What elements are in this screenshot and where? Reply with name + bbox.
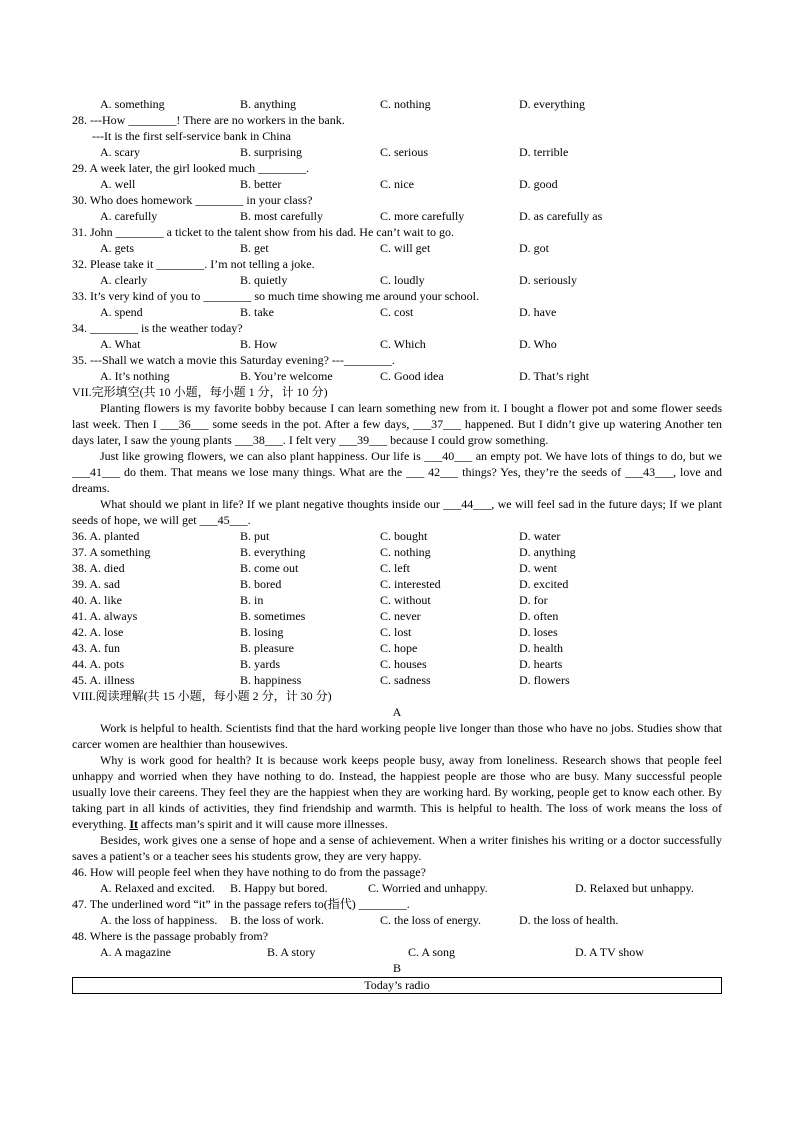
cloze-option-c: C. without (380, 593, 431, 607)
cloze-option-d: D. loses (519, 625, 558, 639)
q46-option-b: B. Happy but bored. (230, 881, 328, 895)
cloze-option-a: 39. A. sad (72, 577, 120, 591)
q34-option-b: B. How (240, 337, 278, 351)
cloze-option-a: 45. A. illness (72, 673, 135, 687)
q34-stem: 34. ________ is the weather today? (72, 321, 243, 335)
q30-stem: 30. Who does homework ________ in your class? (72, 193, 313, 207)
cloze-option-c: C. lost (380, 625, 412, 639)
q35-option-d: D. That’s right (519, 369, 590, 383)
q33-option-c: C. cost (380, 305, 414, 319)
cloze-option-d: D. excited (519, 577, 569, 591)
q28-option-d: D. terrible (519, 145, 569, 159)
cloze-option-c: C. bought (380, 529, 428, 543)
q31-option-a: A. gets (100, 241, 134, 255)
cloze-paragraph-3: What should we plant in life? If we plant negative thoughts inside our ___44___, we will feel sad in the future days; If we plant seeds of hope, we will get ___45___. (72, 497, 722, 527)
q27-option-d: D. everything (519, 97, 585, 111)
cloze-option-d: D. for (519, 593, 548, 607)
cloze-option-a: 41. A. always (72, 609, 138, 623)
q28-option-c: C. serious (380, 145, 428, 159)
cloze-options-list (72, 528, 722, 688)
q35-option-c: C. Good idea (380, 369, 444, 383)
q34-option-d: D. Who (519, 337, 557, 351)
q35-option-a: A. It’s nothing (100, 369, 170, 383)
passage-a-paragraph-2-text: Why is work good for health? It is because work keeps people busy, away from loneliness. Research shows that people feel unhappy and worried when they have nothing to do. Instead, the happiest people are those who are busy. Many successful people usually love their careens. They feel they are the happiest when they are working hard. By working, people get to know each other. By taking part in all kinds of activities, they find friendship and warmth. This is helpful to health. The loss of work means the loss of everything. (72, 753, 722, 831)
cloze-option-row (72, 544, 722, 560)
q34-option-c: C. Which (380, 337, 426, 351)
q29-stem: 29. A week later, the girl looked much ________. (72, 161, 310, 175)
cloze-option-row (72, 576, 722, 592)
cloze-option-row (72, 672, 722, 688)
cloze-option-c: C. nothing (380, 545, 431, 559)
q35-option-b: B. You’re welcome (240, 369, 333, 383)
q35-stem: 35. ---Shall we watch a movie this Saturday evening? ---________. (72, 353, 395, 367)
passage-a-paragraph-2-rest: affects man’s spirit and it will cause more illnesses. (138, 817, 388, 831)
q33-option-d: D. have (519, 305, 557, 319)
cloze-option-b: B. put (240, 529, 270, 543)
cloze-option-d: D. often (519, 609, 559, 623)
cloze-option-a: 37. A something (72, 545, 151, 559)
q28-options (72, 144, 722, 160)
q33-option-a: A. spend (100, 305, 143, 319)
q31-option-c: C. will get (380, 241, 431, 255)
passage-b-label: B (392, 961, 401, 975)
q29-option-b: B. better (240, 177, 282, 191)
cloze-option-row (72, 656, 722, 672)
cloze-option-b: B. yards (240, 657, 280, 671)
passage-a-paragraph-3: Besides, work gives one a sense of hope and a sense of achievement. When a writer finishes his writing or a doctor successfully saves a patient’s or a teacher sees his students grow, they are very happy. (72, 833, 722, 863)
cloze-option-row (72, 528, 722, 544)
cloze-option-b: B. pleasure (240, 641, 294, 655)
cloze-option-d: D. health (519, 641, 563, 655)
q28-option-a: A. scary (100, 145, 140, 159)
q30-option-a: A. carefully (100, 209, 158, 223)
q34-options (72, 336, 722, 352)
q48-option-c: C. A song (408, 945, 456, 959)
q30-option-c: C. more carefully (380, 209, 465, 223)
underlined-word-it: It (129, 817, 138, 831)
cloze-option-b: B. happiness (240, 673, 302, 687)
q28-option-b: B. surprising (240, 145, 303, 159)
cloze-option-row (72, 592, 722, 608)
passage-a-label: A (392, 705, 402, 719)
cloze-option-b: B. come out (240, 561, 299, 575)
q30-options (72, 208, 722, 224)
q46-option-a: A. Relaxed and excited. (100, 881, 215, 895)
q47-stem: 47. The underlined word “it” in the passage refers to(指代) ________. (72, 897, 410, 911)
q33-options (72, 304, 722, 320)
radio-table-header: Today’s radio (72, 977, 722, 994)
exam-content (72, 96, 722, 994)
cloze-option-row (72, 560, 722, 576)
q29-option-d: D. good (519, 177, 558, 191)
cloze-option-c: C. left (380, 561, 410, 575)
cloze-option-d: D. hearts (519, 657, 563, 671)
q47-option-d: D. the loss of health. (519, 913, 619, 927)
q28-stem-reply: ---It is the first self-service bank in China (92, 129, 291, 143)
cloze-option-d: D. flowers (519, 673, 570, 687)
q35-options (72, 368, 722, 384)
q28-stem: 28. ---How ________! There are no workers in the bank. (72, 113, 345, 127)
section-cloze-heading: VII.完形填空(共 10 小题，每小题 1 分，计 10 分) (72, 385, 328, 399)
q47-option-b: B. the loss of work. (230, 913, 324, 927)
cloze-option-row (72, 640, 722, 656)
cloze-paragraph-1: Planting flowers is my favorite bobby because I can learn something new from it. I bought a flower pot and some flower seeds last week. Then I ___36___ some seeds in the pot. After a few days, ___37___ happened. But I didn’t give up watering Another ten days later, I saw the young plants ___38___. I felt very ___39___ because I could grow something. (72, 401, 722, 447)
q33-stem: 33. It’s very kind of you to ________ so much time showing me around your school. (72, 289, 479, 303)
cloze-option-c: C. sadness (380, 673, 431, 687)
q48-stem: 48. Where is the passage probably from? (72, 929, 269, 943)
q32-option-c: C. loudly (380, 273, 425, 287)
q48-option-a: A. A magazine (100, 945, 171, 959)
q31-stem: 31. John ________ a ticket to the talent show from his dad. He can’t wait to go. (72, 225, 455, 239)
q27-option-c: C. nothing (380, 97, 431, 111)
cloze-option-b: B. in (240, 593, 264, 607)
q27-options (72, 96, 722, 112)
q29-option-a: A. well (100, 177, 136, 191)
cloze-option-a: 44. A. pots (72, 657, 125, 671)
q34-option-a: A. What (100, 337, 141, 351)
q30-option-b: B. most carefully (240, 209, 323, 223)
q29-options (72, 176, 722, 192)
q29-option-c: C. nice (380, 177, 414, 191)
q46-option-d: D. Relaxed but unhappy. (575, 881, 694, 895)
q32-option-d: D. seriously (519, 273, 577, 287)
cloze-option-b: B. sometimes (240, 609, 306, 623)
q47-option-c: C. the loss of energy. (380, 913, 481, 927)
cloze-option-b: B. everything (240, 545, 306, 559)
cloze-option-a: 38. A. died (72, 561, 125, 575)
q32-stem: 32. Please take it ________. I’m not telling a joke. (72, 257, 315, 271)
section-reading-heading: VIII.阅读理解(共 15 小题，每小题 2 分，计 30 分) (72, 689, 332, 703)
cloze-option-a: 40. A. like (72, 593, 122, 607)
q31-options (72, 240, 722, 256)
cloze-option-c: C. hope (380, 641, 418, 655)
q27-option-a: A. something (100, 97, 165, 111)
q32-option-a: A. clearly (100, 273, 148, 287)
cloze-option-c: C. interested (380, 577, 441, 591)
cloze-option-d: D. anything (519, 545, 576, 559)
passage-a-paragraph-1: Work is helpful to health. Scientists find that the hard working people live longer than those who have no jobs. Studies show that carcer women are healthier than housewives. (72, 721, 722, 751)
cloze-option-d: D. went (519, 561, 557, 575)
cloze-option-c: C. never (380, 609, 421, 623)
q31-option-d: D. got (519, 241, 549, 255)
q46-option-c: C. Worried and unhappy. (368, 881, 488, 895)
q48-option-d: D. A TV show (575, 945, 644, 959)
q32-option-b: B. quietly (240, 273, 288, 287)
q47-option-a: A. the loss of happiness. (100, 913, 218, 927)
cloze-option-a: 36. A. planted (72, 529, 140, 543)
cloze-option-d: D. water (519, 529, 561, 543)
q33-option-b: B. take (240, 305, 274, 319)
cloze-option-a: 43. A. fun (72, 641, 120, 655)
q32-options (72, 272, 722, 288)
cloze-paragraph-2: Just like growing flowers, we can also plant happiness. Our life is ___40___ an empty pot. We have lots of things to do, but we ___41___ do them. That means we lose many things. What are the ___ 42___ things? Yes, they’re the seeds of ___43___, love and dreams. (72, 449, 722, 495)
cloze-option-row (72, 608, 722, 624)
passage-a-paragraph-2 (72, 752, 722, 832)
cloze-option-row (72, 624, 722, 640)
q27-option-b: B. anything (240, 97, 296, 111)
q46-options (72, 880, 722, 896)
q30-option-d: D. as carefully as (519, 209, 603, 223)
cloze-option-a: 42. A. lose (72, 625, 124, 639)
cloze-option-b: B. bored (240, 577, 282, 591)
q46-stem: 46. How will people feel when they have nothing to do from the passage? (72, 865, 426, 879)
q47-options (72, 912, 722, 928)
q48-options (72, 944, 722, 960)
cloze-option-b: B. losing (240, 625, 284, 639)
q48-option-b: B. A story (267, 945, 316, 959)
cloze-option-c: C. houses (380, 657, 427, 671)
q31-option-b: B. get (240, 241, 269, 255)
